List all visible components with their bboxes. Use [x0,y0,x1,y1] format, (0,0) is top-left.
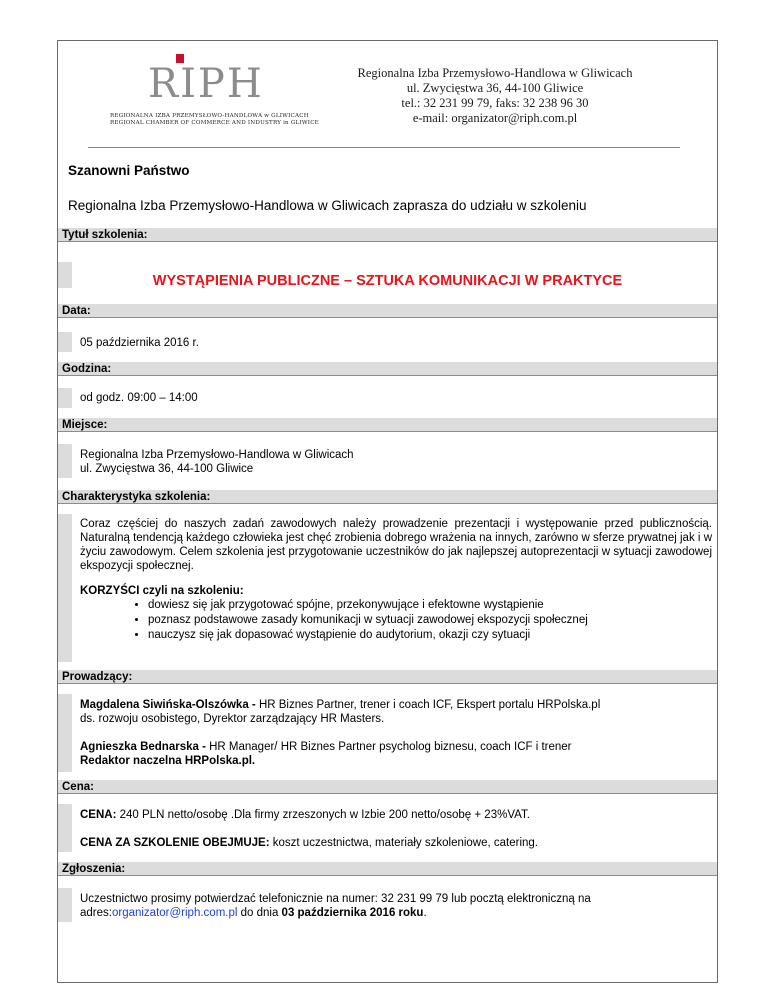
section-marker [58,694,72,772]
list-item: • dowiesz się jak przygotować spójne, przekonywujące i efektowne wystąpienie [148,598,588,613]
benefits-list [80,598,588,643]
training-title: WYSTĄPIENIA PUBLICZNE – SZTUKA KOMUNIKACJI W PRAKTYCE [152,273,623,289]
header-address [330,66,660,126]
header-divider [88,147,680,148]
training-time: od godz. 09:00 – 14:00 [80,392,198,404]
includes-text: koszt uczestnictwa, materiały szkoleniowe, catering. [269,837,539,849]
place-line-2: ul. Zwycięstwa 36, 44-100 Gliwice [80,463,254,475]
trainer-1-name: Magdalena Siwińska-Olszówka - [80,699,259,711]
includes-label-bold: CENA ZA SZKOLENIE OBEJMUJE: [80,837,270,849]
price-text: 240 PLN netto/osobę .Dla firmy zrzeszonych w Izbie 200 netto/osobę + 23%VAT. [116,809,530,821]
list-item: • nauczysz się jak dopasować wystąpienie do audytorium, okazji czy sytuacji [148,628,588,643]
logo-subtitle-en: REGIONAL CHAMBER OF COMMERCE AND INDUSTRY in GLIWICE [110,120,319,126]
org-name: Regionalna Izba Przemysłowo-Handlowa w Gliwicach [357,66,633,80]
trainer-1 [80,698,600,726]
trainer-1-desc-2: ds. rozwoju osobistego, Dyrektor zarządzający HR Masters. [80,713,385,725]
section-marker [58,804,72,852]
applications-end: . [423,907,427,919]
trainer-2-desc-2: Redaktor naczelna HRPolska.pl. [80,755,256,767]
section-header-date: Data: [58,304,717,318]
section-header-trainers: Prowadzący: [58,670,717,684]
section-marker [58,444,72,478]
applications-prefix: adres: [80,907,112,919]
intro-text: Regionalna Izba Przemysłowo-Handlowa w Gliwicach zaprasza do udziału w szkoleniu [68,198,587,213]
list-item: • poznasz podstawowe zasady komunikacji w sytuacji zawodowej ekspozycji społecznej [148,613,588,628]
applications-deadline: 03 października 2016 roku [281,907,424,919]
price-includes [80,836,538,850]
trainer-2-name: Agnieszka Bednarska - [80,741,210,753]
section-marker [58,888,72,922]
logo-letters: RIPH [148,61,264,107]
section-marker [58,332,72,352]
trainer-2-desc: HR Manager/ HR Biznes Partner psycholog biznesu, coach ICF i trener [209,741,572,753]
price-label-bold: CENA: [80,809,117,821]
applications-line-1: Uczestnictwo prosimy potwierdzać telefonicznie na numer: 32 231 99 79 lub pocztą elektroniczną na [80,893,591,905]
training-date: 05 października 2016 r. [80,337,199,349]
riph-logo [110,61,319,130]
section-marker [58,388,72,408]
section-marker [58,514,72,662]
trainer-2 [80,740,572,768]
section-header-title: Tytuł szkolenia: [58,228,717,242]
applications-text [80,892,591,920]
logo-subtitle-pl: REGIONALNA IZBA PRZEMYSŁOWO-HANDLOWA w GLIWICACH [110,113,309,119]
place-line-1: Regionalna Izba Przemysłowo-Handlowa w Gliwicach [80,449,354,461]
section-header-time: Godzina: [58,362,717,376]
section-header-applications: Zgłoszenia: [58,862,717,876]
training-place [80,448,354,476]
price-line [80,808,530,822]
benefits-heading: KORZYŚCI czyli na szkoleniu: [80,585,244,597]
trainer-1-desc: HR Biznes Partner, trener i coach ICF, Ekspert portalu HRPolska.pl [258,699,601,711]
section-header-place: Miejsce: [58,418,717,432]
greeting: Szanowni Państwo [68,163,190,178]
section-header-price: Cena: [58,780,717,794]
applications-mid: do dnia [237,907,282,919]
org-street: ul. Zwycięstwa 36, 44-100 Gliwice [406,81,584,95]
characteristics-text: Coraz częściej do naszych zadań zawodowych należy prowadzenie prezentacji i występowanie przed publicznością. Naturalną tendencją każdego człowieka jest chęć zrobienia dobrego wrażenia na innych, zarówno w sferze prywatnej jak i w życiu zawodowym. Celem szkolenia jest przygotowanie uczestników do jak najlepszej autoprezentacji w sytuacji zawodowej ekspozycji społecznej. [80,518,712,572]
applications-line-2 [80,906,591,920]
org-email: e-mail: organizator@riph.com.pl [412,111,578,125]
org-phone: tel.: 32 231 99 79, faks: 32 238 96 30 [401,96,589,110]
section-header-characteristics: Charakterystyka szkolenia: [58,490,717,504]
organizer-email-link[interactable]: organizator@riph.com.pl [111,907,238,919]
